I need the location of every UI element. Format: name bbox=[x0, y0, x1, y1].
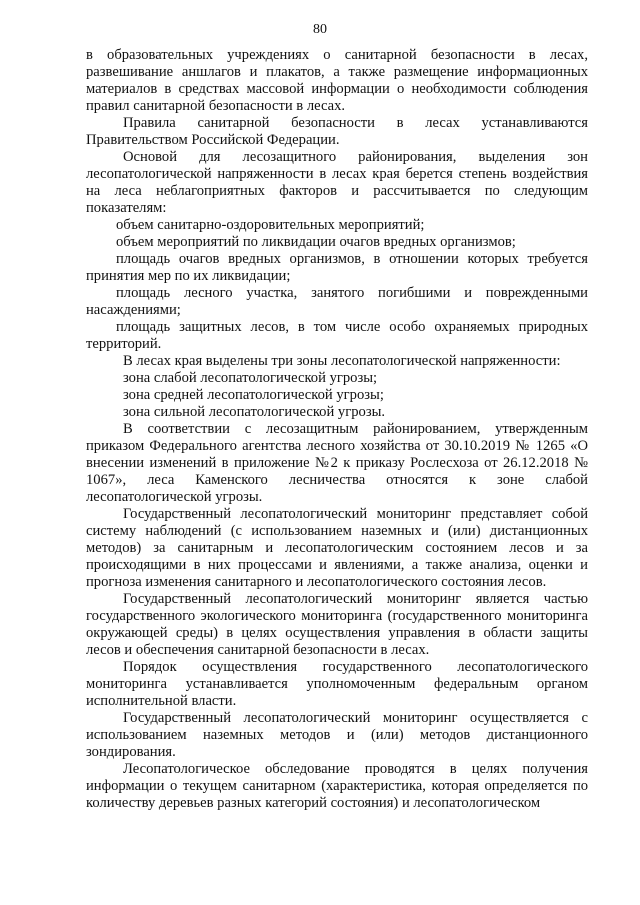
paragraph-monitoring-definition: Государственный лесопатологический мониторинг представляет собой систему наблюдений (с использованием наземных и (или) дистанционных методов) за санитарным и лесопатологическим состоянием лесов и за происходящими в них процессами и явлениями, а также анализа, оценки и прогноза изменения санитарного и лесопатологического состояния лесов. bbox=[86, 506, 588, 590]
indicator-item: площадь очагов вредных организмов, в отношении которых требуется принятия мер по их ликвидации; bbox=[86, 251, 588, 284]
zone-item: зона слабой лесопатологической угрозы; bbox=[123, 370, 378, 386]
page-number: 80 bbox=[313, 22, 327, 37]
indicator-item: площадь лесного участка, занятого погибшими и поврежденными насаждениями; bbox=[86, 285, 588, 318]
paragraph-survey-purpose: Лесопатологическое обследование проводятся в целях получения информации о текущем санитарном (характеристика, которая определяется по количеству деревьев разных категорий состояния) и лесопатологическом bbox=[86, 761, 588, 811]
paragraph-monitoring-part-of-ecological: Государственный лесопатологический мониторинг является частью государственного экологического мониторинга (государственного мониторинга окружающей среды) в целях осуществления управления в области защиты лесов и обеспечения санитарной безопасности в лесах. bbox=[86, 591, 588, 658]
paragraph-sanitary-education-continued: в образовательных учреждениях о санитарной безопасности в лесах, развешивание аншлагов и плакатов, а также размещение информационных материалов в средствах массовой информации о необходимости соблюдения правил санитарной безопасности в лесах. bbox=[86, 47, 588, 114]
document-body bbox=[86, 47, 588, 812]
indicator-item: площадь защитных лесов, в том числе особо охраняемых природных территорий. bbox=[86, 319, 588, 352]
zone-item: зона средней лесопатологической угрозы; bbox=[123, 387, 384, 403]
indicator-item: объем мероприятий по ликвидации очагов вредных организмов; bbox=[116, 234, 516, 250]
paragraph-sanitary-rules: Правила санитарной безопасности в лесах устанавливаются Правительством Российской Федерации. bbox=[86, 115, 588, 148]
paragraph-zoning-basis: Основой для лесозащитного районирования, выделения зон лесопатологической напряженности в лесах края берется степень воздействия на леса неблагоприятных факторов и рассчитывается по следующим показателям: bbox=[86, 149, 588, 216]
zone-item: зона сильной лесопатологической угрозы. bbox=[123, 404, 386, 420]
paragraph-monitoring-methods: Государственный лесопатологический мониторинг осуществляется с использованием наземных методов и (или) методов дистанционного зондирования. bbox=[86, 710, 588, 760]
indicator-item: объем санитарно-оздоровительных мероприятий; bbox=[116, 217, 425, 233]
paragraph-monitoring-procedure: Порядок осуществления государственного лесопатологического мониторинга устанавливается уполномоченным федеральным органом исполнительной власти. bbox=[86, 659, 588, 709]
paragraph-zoning-order: В соответствии с лесозащитным районированием, утвержденным приказом Федерального агентства лесного хозяйства от 30.10.2019 № 1265 «О внесении изменений в приложение №2 к приказу Рослесхоза от 26.12.2018 № 1067», леса Каменского лесничества относятся к зоне слабой лесопатологической угрозы. bbox=[86, 421, 588, 505]
paragraph-zones-intro: В лесах края выделены три зоны лесопатологической напряженности: bbox=[123, 353, 561, 369]
